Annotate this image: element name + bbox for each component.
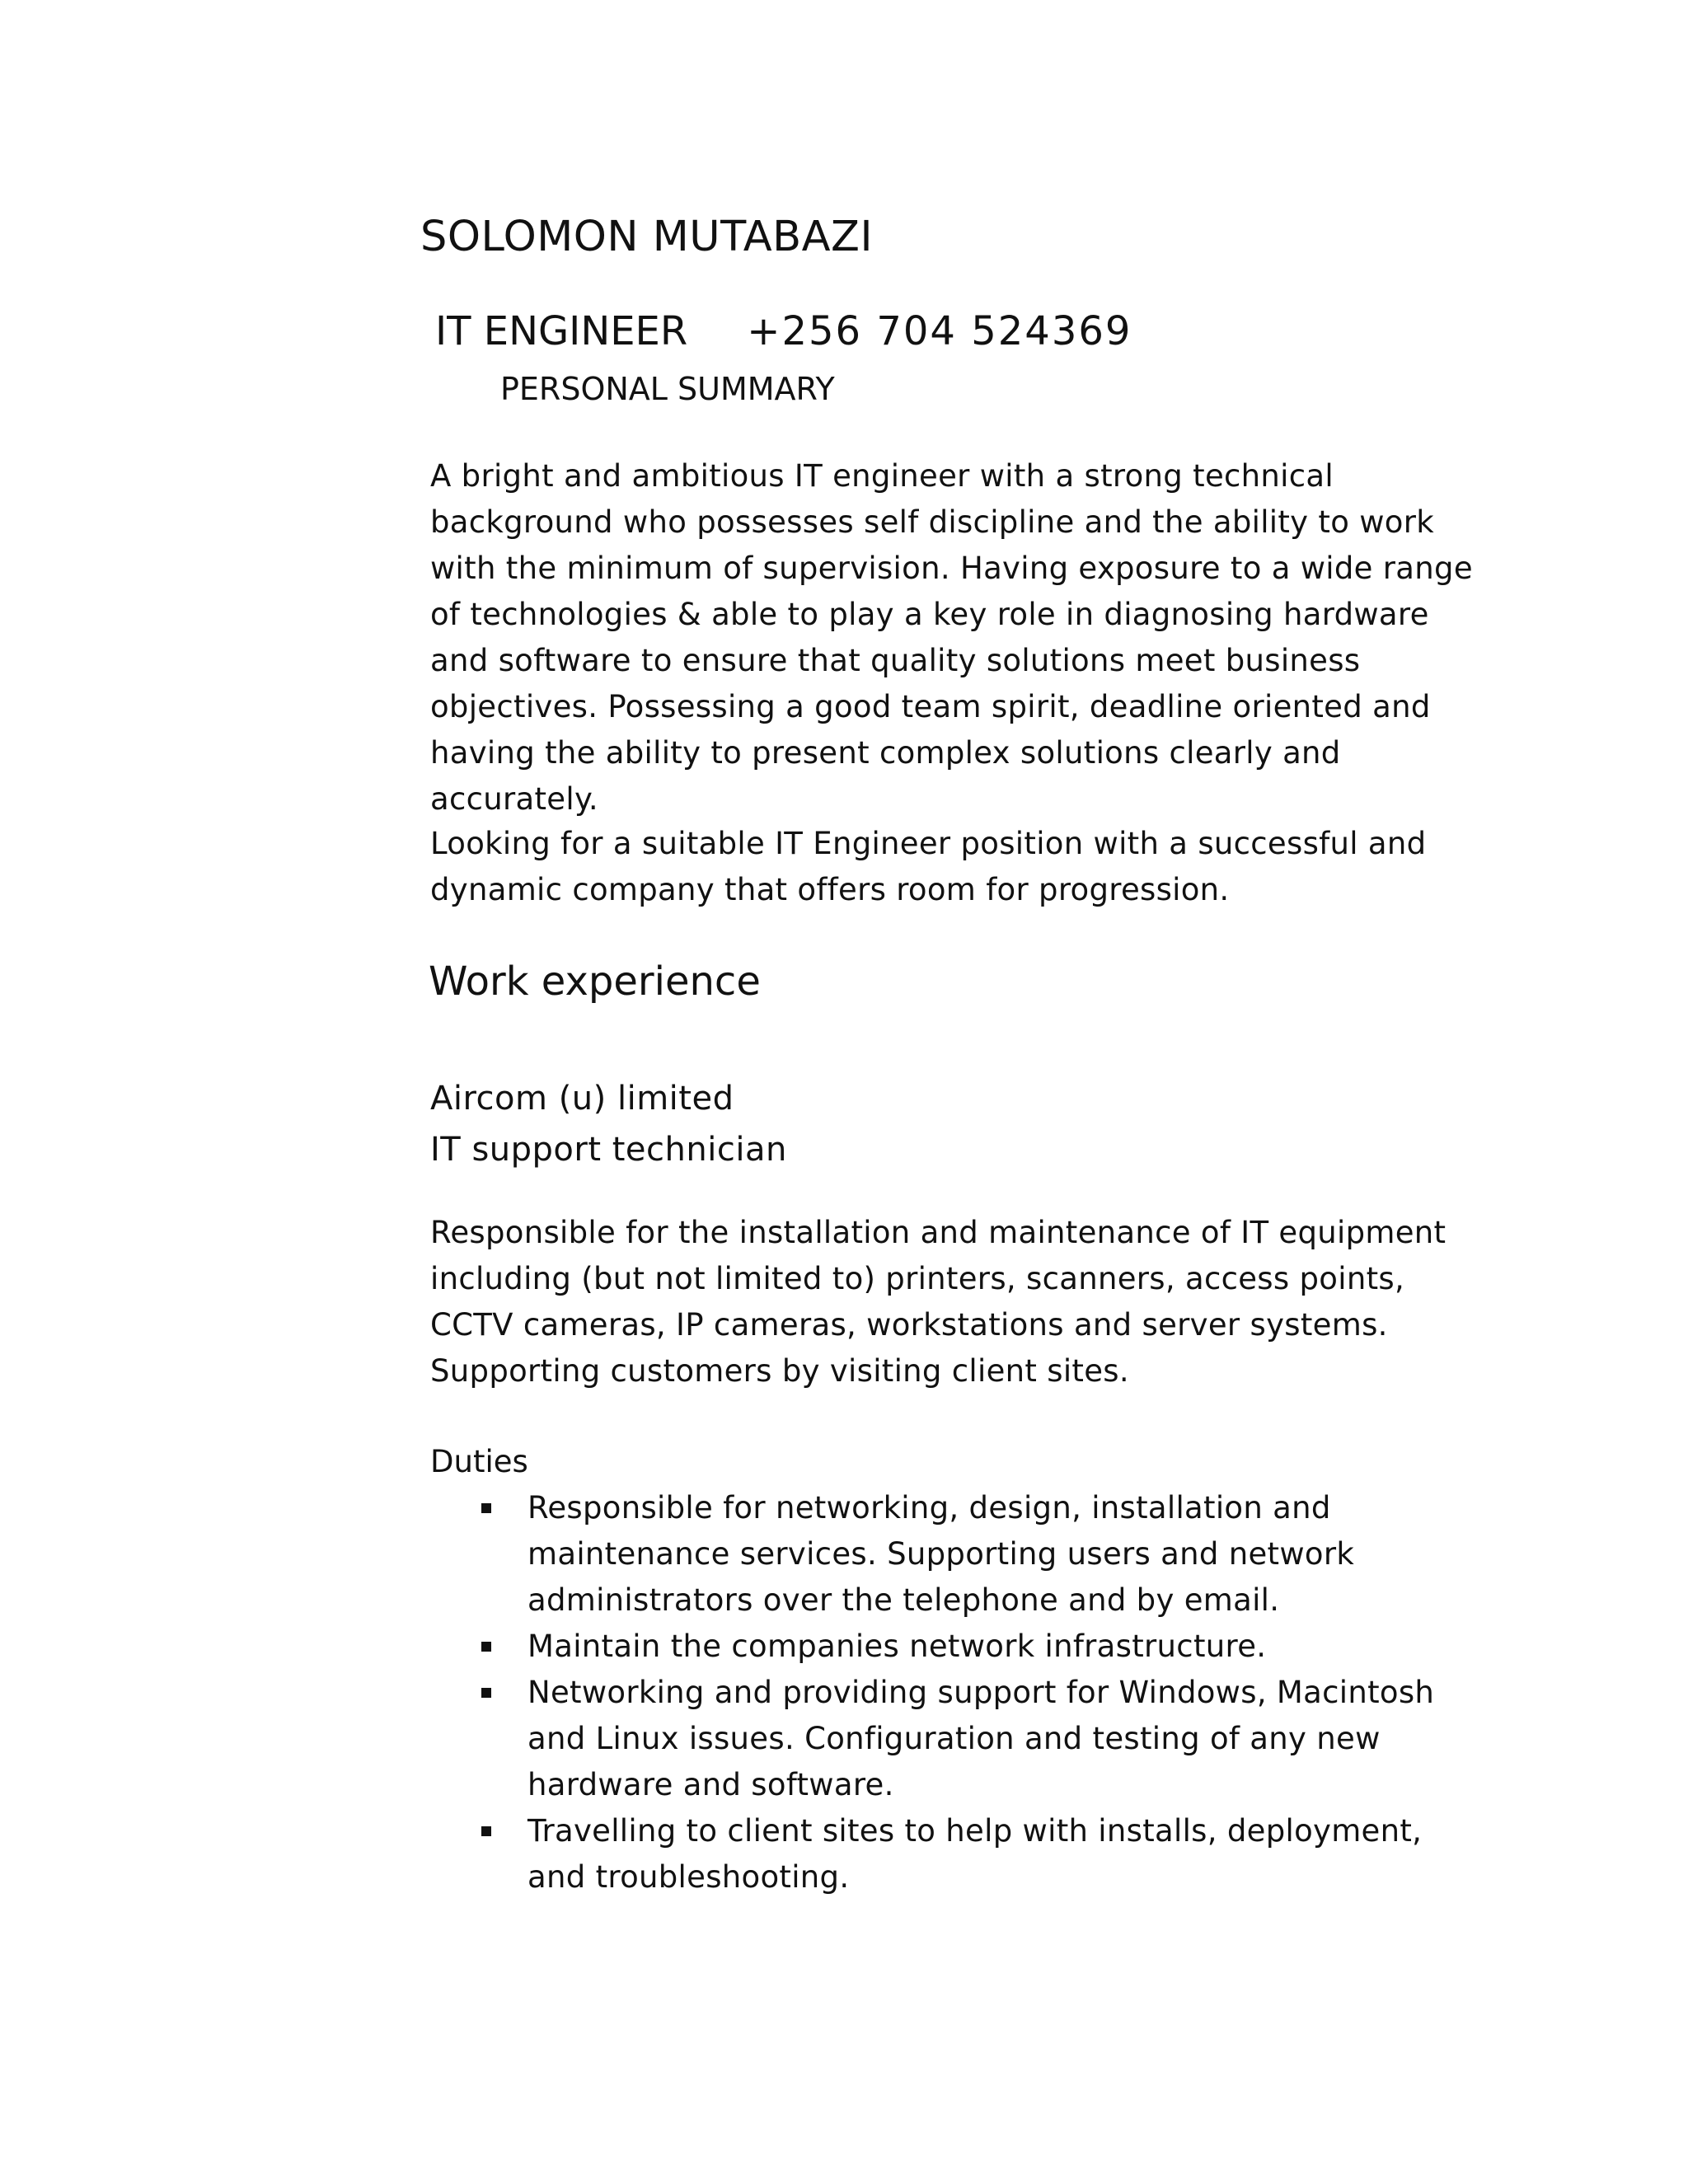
- summary-heading: PERSONAL SUMMARY: [500, 371, 835, 407]
- bullet-square-icon: [481, 1642, 491, 1652]
- company-name: Aircom (u) limited: [430, 1080, 734, 1118]
- title-line: [435, 308, 1132, 354]
- duty-item: [430, 1485, 1484, 1624]
- duty-item: [430, 1808, 1484, 1900]
- job-entry-header: [430, 1073, 787, 1175]
- duties-label: Duties: [430, 1444, 528, 1479]
- objective-paragraph: Looking for a suitable IT Engineer position with a successful and dynamic company that offers room for progression.: [430, 826, 1427, 907]
- work-experience-heading: Work experience: [429, 958, 761, 1005]
- bullet-square-icon: [481, 1826, 491, 1836]
- phone-number: +256 704 524369: [747, 308, 1132, 354]
- duty-text: Maintain the companies network infrastructure.: [528, 1629, 1267, 1664]
- summary-paragraph: A bright and ambitious IT engineer with a strong technical background who possesses self discipline and the ability to work with the minimum of supervision. Having exposure to a wide range of technologies & able to play a key role in diagnosing hardware and software to ensure that quality solutions meet business objectives. Possessing a good team spirit, deadline oriented and having the ability to present complex solutions clearly and accurately.: [430, 458, 1473, 817]
- bullet-square-icon: [481, 1503, 491, 1513]
- duty-text: Travelling to client sites to help with installs, deployment, and troubleshooting.: [528, 1813, 1423, 1895]
- duty-item: [430, 1624, 1484, 1670]
- duties-list: [430, 1485, 1502, 1900]
- duty-item: [430, 1670, 1484, 1808]
- job-title: IT ENGINEER: [435, 308, 688, 354]
- duty-text: Responsible for networking, design, installation and maintenance services. Supporting users and network administrators over the telephone and by email.: [528, 1490, 1355, 1618]
- duty-text: Networking and providing support for Windows, Macintosh and Linux issues. Configuration and testing of any new hardware and software.: [528, 1675, 1435, 1802]
- candidate-name: SOLOMON MUTABAZI: [420, 213, 874, 261]
- bullet-square-icon: [481, 1688, 491, 1698]
- job-description: Responsible for the installation and maintenance of IT equipment including (but not limited to) printers, scanners, access points, CCTV cameras, IP cameras, workstations and server systems. Supporting customers by visiting client sites.: [430, 1215, 1447, 1389]
- job-role: IT support technician: [430, 1131, 787, 1169]
